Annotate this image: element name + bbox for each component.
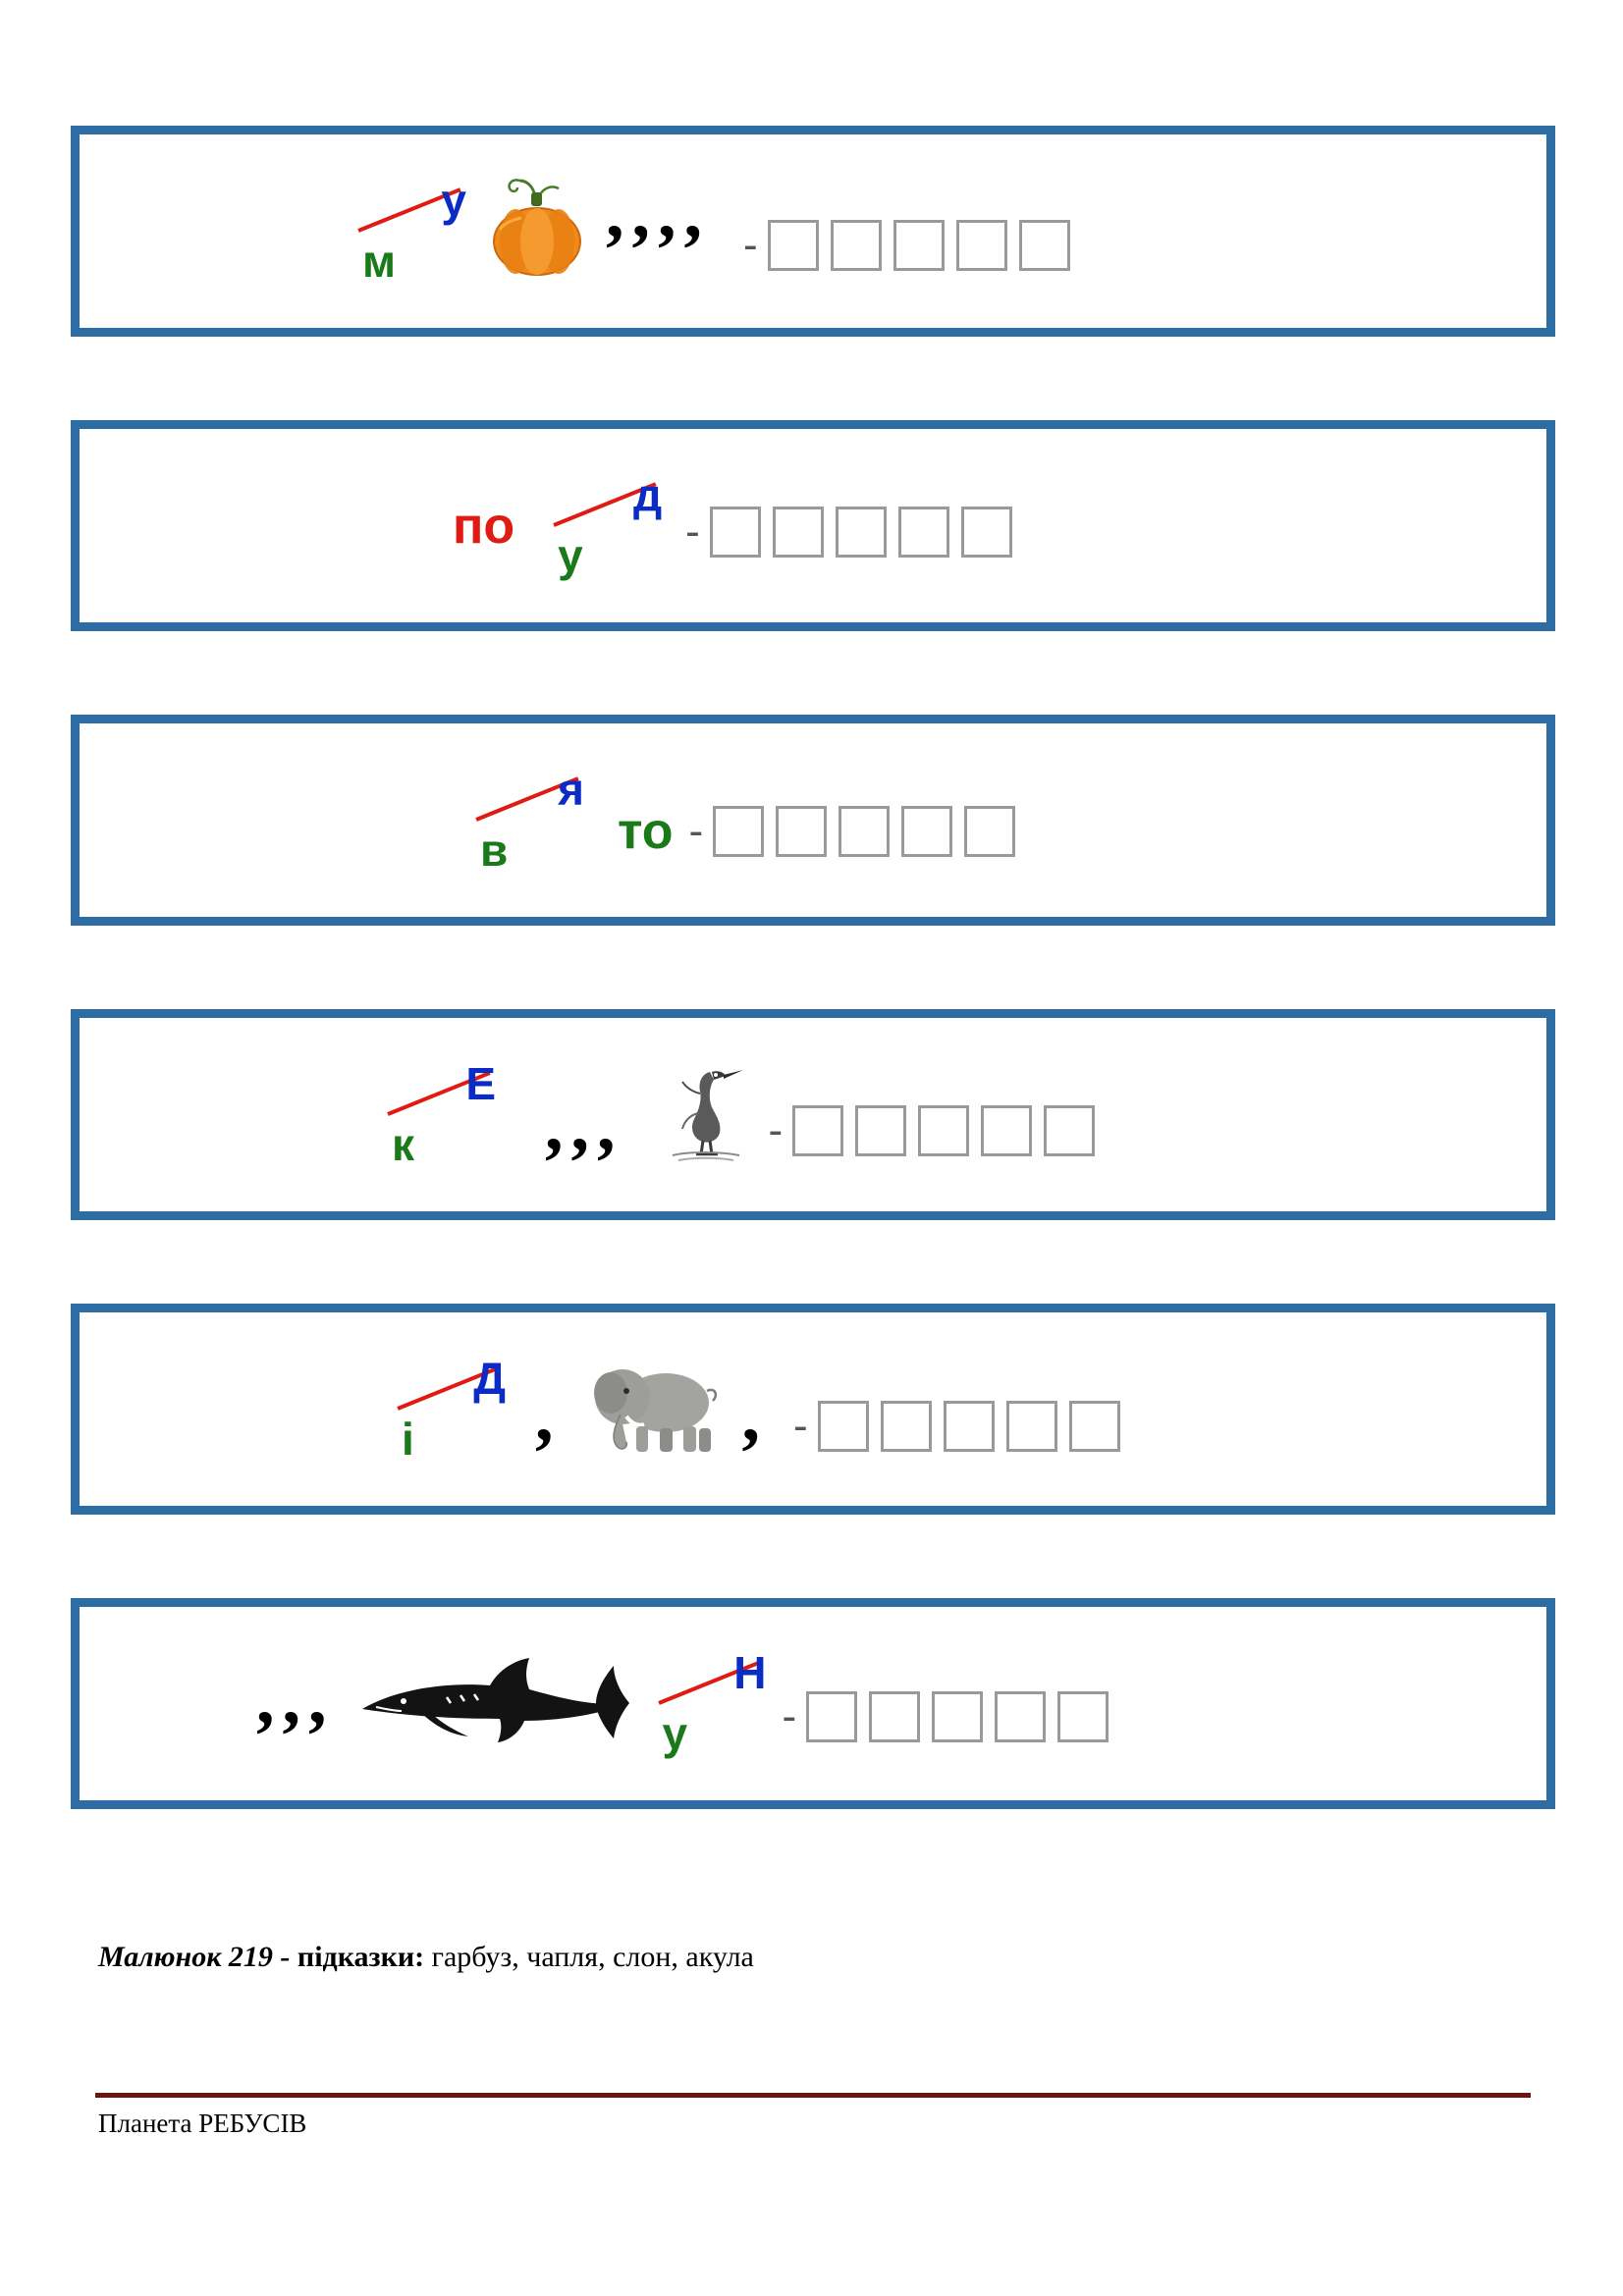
replacement-letter-5: Д: [473, 1352, 506, 1404]
letter-substitution-5: [394, 1352, 512, 1465]
puzzle-row-5: [71, 1304, 1555, 1515]
puzzle-row-1: [71, 126, 1555, 337]
letter-substitution-2: [550, 468, 668, 581]
caption-hints-values: гарбуз, чапля, слон, акула: [424, 1941, 754, 1973]
dash-2: -: [685, 507, 700, 556]
answer-cell[interactable]: [806, 1691, 857, 1742]
answer-cell[interactable]: [944, 1401, 995, 1452]
answer-cells-4: [792, 1105, 1107, 1156]
shark-image: [352, 1652, 637, 1755]
answer-cell[interactable]: [855, 1105, 906, 1156]
answer-cell[interactable]: [956, 220, 1007, 271]
dash-4: -: [768, 1105, 784, 1154]
answer-cell[interactable]: [893, 220, 945, 271]
caption-hints-label: підказки:: [297, 1941, 425, 1973]
answer-cell[interactable]: [901, 806, 952, 857]
replacement-letter-3: я: [558, 763, 584, 815]
puzzle-row-2: [71, 420, 1555, 631]
replacement-letter-1: у: [441, 174, 466, 226]
answer-cell[interactable]: [1019, 220, 1070, 271]
answer-cells-2: [710, 507, 1024, 558]
answer-cell[interactable]: [1044, 1105, 1095, 1156]
puzzle-row-3: [71, 715, 1555, 926]
answer-cells-3: [713, 806, 1027, 857]
footer-label: Планета РЕБУСІВ: [98, 2109, 307, 2138]
dash-6: -: [782, 1691, 797, 1740]
replacement-letter-6: Н: [733, 1646, 767, 1698]
answer-cell[interactable]: [932, 1691, 983, 1742]
answer-cell[interactable]: [773, 507, 824, 558]
dash-1: -: [743, 220, 758, 269]
puzzle-list: [71, 126, 1555, 1893]
letter-substitution-3: [472, 763, 590, 876]
letter-substitution-1: [354, 174, 472, 287]
answer-cells-1: [768, 220, 1082, 271]
answer-cell[interactable]: [776, 806, 827, 857]
comma-group-1: ,,,,: [606, 172, 710, 253]
heron-image: [649, 1058, 757, 1171]
base-letter-1: м: [362, 235, 397, 287]
replacement-letter-4: Е: [465, 1057, 496, 1109]
answer-cell[interactable]: [995, 1691, 1046, 1742]
base-letter-4: к: [392, 1118, 415, 1170]
answer-cell[interactable]: [713, 806, 764, 857]
comma-group-6: ,,,: [256, 1658, 335, 1739]
figure-caption: [98, 1941, 754, 1974]
answer-cells-5: [818, 1401, 1132, 1452]
dash-5: -: [793, 1401, 808, 1450]
answer-cell[interactable]: [981, 1105, 1032, 1156]
answer-cell[interactable]: [869, 1691, 920, 1742]
answer-cell[interactable]: [839, 806, 890, 857]
base-letter-5: і: [402, 1413, 414, 1465]
answer-cell[interactable]: [964, 806, 1015, 857]
puzzle-row-4: [71, 1009, 1555, 1220]
pumpkin-image: [478, 175, 596, 288]
answer-cell[interactable]: [818, 1401, 869, 1452]
answer-cell[interactable]: [768, 220, 819, 271]
replacement-letter-2: д: [632, 468, 663, 520]
comma-right-5: ,: [741, 1375, 768, 1457]
answer-cell[interactable]: [881, 1401, 932, 1452]
answer-cell[interactable]: [831, 220, 882, 271]
answer-cell[interactable]: [918, 1105, 969, 1156]
answer-cells-6: [806, 1691, 1120, 1742]
elephant-image: [575, 1358, 732, 1461]
base-letter-2: у: [558, 529, 583, 581]
syllable-3: то: [618, 802, 674, 860]
caption-figure-number: Малюнок 219 -: [98, 1941, 298, 1973]
answer-cell[interactable]: [836, 507, 887, 558]
answer-cell[interactable]: [1069, 1401, 1120, 1452]
comma-left-5: ,: [535, 1375, 562, 1457]
syllable-2: по: [453, 497, 515, 555]
answer-cell[interactable]: [1006, 1401, 1057, 1452]
letter-substitution-4: [384, 1057, 502, 1170]
answer-cell[interactable]: [1057, 1691, 1109, 1742]
answer-cell[interactable]: [710, 507, 761, 558]
dash-3: -: [688, 806, 704, 855]
comma-group-4: ,,,: [545, 1085, 623, 1166]
answer-cell[interactable]: [792, 1105, 843, 1156]
base-letter-6: у: [662, 1707, 688, 1759]
footer-divider: [95, 2093, 1531, 2098]
letter-substitution-6: [655, 1646, 773, 1759]
answer-cell[interactable]: [898, 507, 949, 558]
puzzle-row-6: [71, 1598, 1555, 1809]
base-letter-3: в: [480, 824, 509, 876]
answer-cell[interactable]: [961, 507, 1012, 558]
